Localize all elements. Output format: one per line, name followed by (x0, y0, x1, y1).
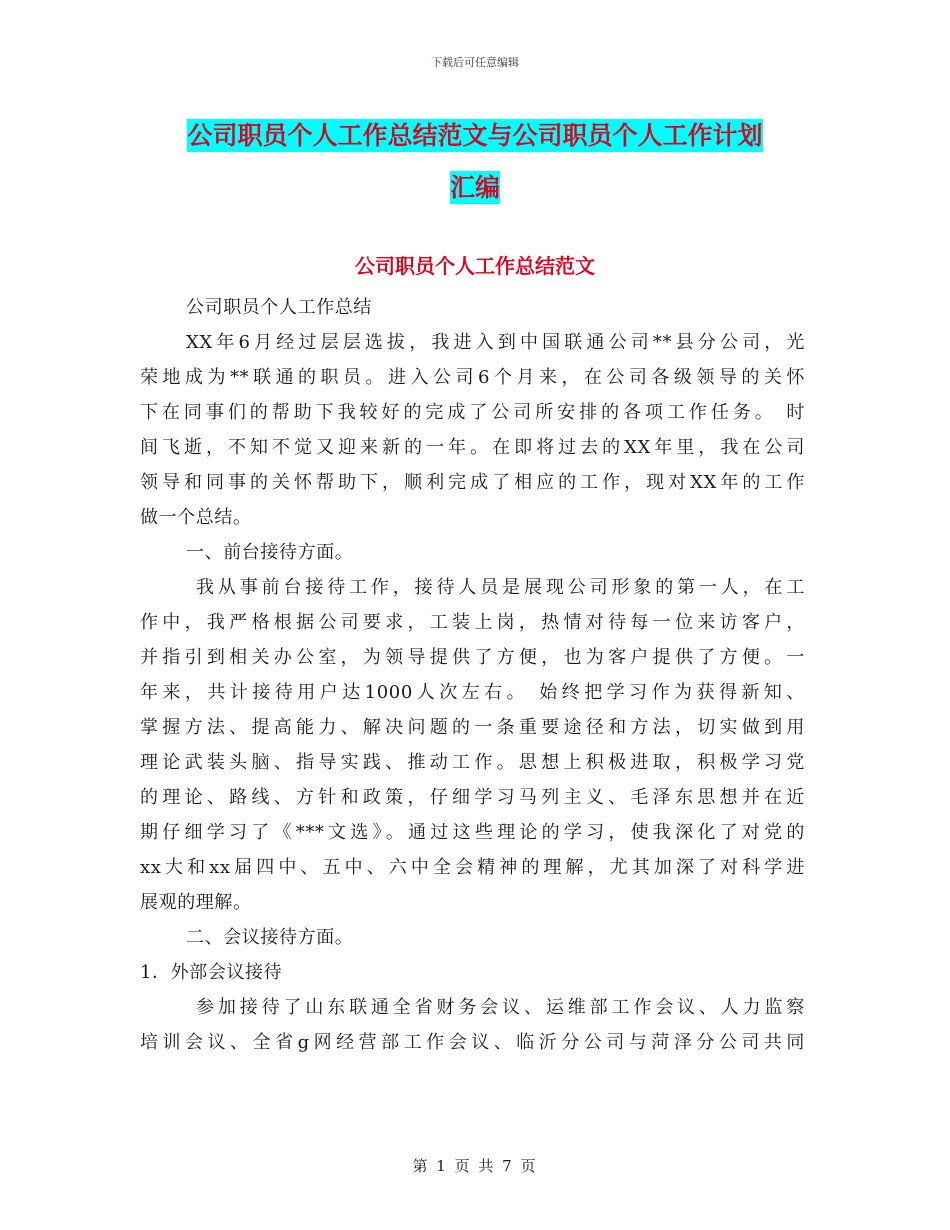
text-line: 我从事前台接待工作，接待人员是展现公司形象的第一人，在工 (196, 577, 805, 598)
subsection-heading: 1．外部会议接待 (140, 962, 283, 983)
text-line: xx大和xx届四中、五中、六中全会精神的理解，尤其加深了对科学进 (140, 857, 805, 878)
page-footer: 第 1 页 共 7 页 (412, 1157, 538, 1175)
text-line: 理论武装头脑、指导实践、推动工作。思想上积极进取，积极学习党 (140, 752, 805, 773)
paragraph-heading: 公司职员个人工作总结 (186, 297, 372, 318)
title-line-1: 公司职员个人工作总结范文与公司职员个人工作计划 (187, 121, 763, 150)
text-line: 掌握方法、提高能力、解决问题的一条重要途径和方法，切实做到用 (140, 717, 805, 738)
text-line: 年来，共计接待用户达1000人次左右。 始终把学习作为获得新知、 (140, 682, 805, 703)
section-heading: 一、前台接待方面。 (186, 542, 354, 563)
text-line: 期仔细学习了《***文选》。通过这些理论的学习，使我深化了对党的 (140, 822, 805, 843)
text-line: 荣地成为**联通的职员。进入公司6个月来，在公司各级领导的关怀 (140, 367, 805, 388)
document-title (140, 110, 810, 214)
text-line: 下在同事们的帮助下我较好的完成了公司所安排的各项工作任务。 时 (140, 402, 805, 423)
section-heading: 二、会议接待方面。 (186, 927, 354, 948)
document-body (140, 290, 805, 1060)
text-line: 并指引到相关办公室，为领导提供了方便，也为客户提供了方便。一 (140, 647, 805, 668)
text-line: 做一个总结。 (140, 507, 252, 528)
section-title: 公司职员个人工作总结范文 (355, 254, 595, 278)
text-line: 领导和同事的关怀帮助下，顺利完成了相应的工作，现对XX年的工作 (140, 472, 805, 493)
text-line: 展观的理解。 (140, 892, 252, 913)
text-line: 参加接待了山东联通全省财务会议、运维部工作会议、人力监察 (196, 997, 805, 1018)
text-line: 间飞逝，不知不觉又迎来新的一年。在即将过去的XX年里，我在公司 (140, 437, 805, 458)
header-note: 下载后可任意编辑 (431, 56, 519, 69)
text-line: XX年6月经过层层选拔，我进入到中国联通公司**县分公司，光 (186, 332, 805, 353)
text-line: 作中，我严格根据公司要求，工装上岗，热情对待每一位来访客户， (140, 612, 805, 633)
title-line-2: 汇编 (449, 173, 500, 202)
text-line: 的理论、路线、方针和政策，仔细学习马列主义、毛泽东思想并在近 (140, 787, 805, 808)
text-line: 培训会议、全省g网经营部工作会议、临沂分公司与菏泽分公司共同 (140, 1032, 805, 1053)
